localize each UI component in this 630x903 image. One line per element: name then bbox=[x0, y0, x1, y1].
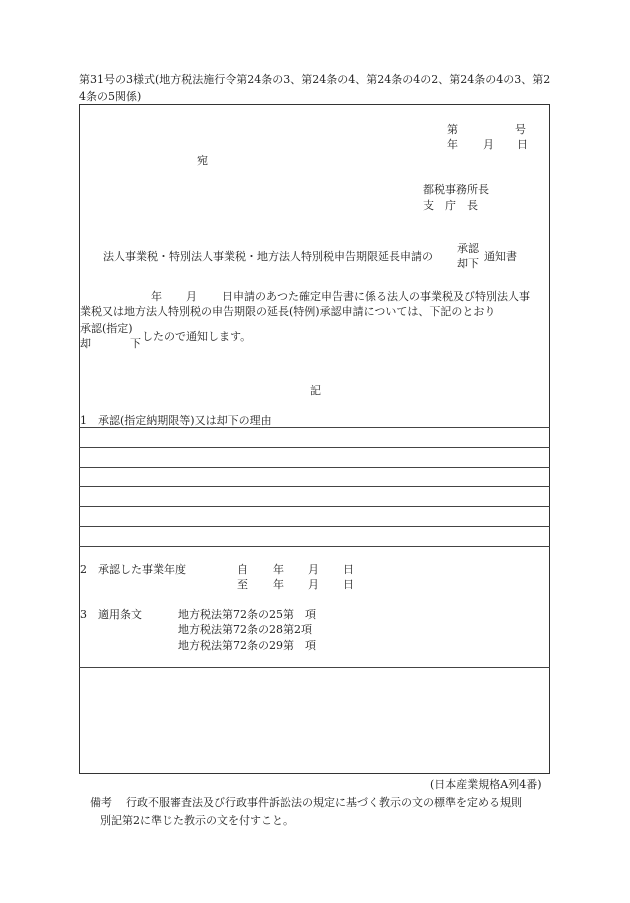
paper-size-note: (日本産業規格A列4番) bbox=[430, 778, 542, 791]
addressee-suffix: 宛 bbox=[197, 154, 208, 167]
reason-line-5 bbox=[79, 506, 550, 507]
period-to-month: 月 bbox=[308, 578, 319, 591]
ki-heading: 記 bbox=[310, 384, 321, 397]
body-choice-bottom-a: 却 bbox=[80, 337, 91, 350]
body-choice-top: 承認(指定) bbox=[80, 322, 133, 335]
issue-no-prefix: 第 bbox=[447, 123, 458, 136]
reason-line-7 bbox=[79, 546, 550, 547]
article-item-2: 地方税法第72条の28第2項 bbox=[178, 623, 312, 636]
reason-line-3 bbox=[79, 467, 550, 468]
issue-year: 年 bbox=[447, 138, 458, 151]
period-to-year: 年 bbox=[273, 578, 284, 591]
section2-label: 2 承認した事業年度 bbox=[80, 563, 186, 576]
issue-month: 月 bbox=[483, 138, 494, 151]
sender-line1: 都税事務所長 bbox=[423, 183, 489, 196]
reason-line-6 bbox=[79, 526, 550, 527]
body-line2: 業税又は地方法人特別税の申告期限の延長(特例)承認申請については、下記のとおり bbox=[80, 305, 496, 318]
notice-title-suffix: 通知書 bbox=[484, 250, 517, 263]
reason-line-2 bbox=[79, 447, 550, 448]
form-title-line1: 第31号の3様式(地方税法施行令第24条の3、第24条の4、第24条の4の2、第24条の4の3、第2 bbox=[79, 73, 551, 86]
note-line2: 別記第2に準じた教示の文を付すこと。 bbox=[100, 814, 294, 827]
notice-title-choice bbox=[457, 243, 479, 269]
form-title-line2: 4条の5関係) bbox=[79, 90, 142, 103]
note-line1: 行政不服審査法及び行政事件訴訟法の規定に基づく教示の文の標準を定める規則 bbox=[126, 796, 522, 809]
choice-approve: 承認 bbox=[457, 242, 479, 255]
section1-label: 1 承認(指定納期限等)又は却下の理由 bbox=[80, 414, 272, 427]
body-line3: したので通知します。 bbox=[142, 330, 252, 343]
period-from: 自 bbox=[237, 563, 248, 576]
body-year: 年 bbox=[151, 290, 162, 303]
note-label: 備考 bbox=[90, 796, 112, 809]
article-item-3: 地方税法第72条の29第 項 bbox=[178, 639, 316, 652]
period-from-month: 月 bbox=[308, 563, 319, 576]
issue-day: 日 bbox=[517, 138, 528, 151]
body-line1: 日申請のあつた確定申告書に係る法人の事業税及び特別法人事 bbox=[222, 290, 530, 303]
issue-no-suffix: 号 bbox=[515, 123, 526, 136]
sender-line2: 支 庁 長 bbox=[423, 199, 478, 212]
choice-reject: 却下 bbox=[457, 257, 479, 270]
section-divider bbox=[79, 667, 550, 668]
form-frame bbox=[79, 104, 550, 774]
reason-line-4 bbox=[79, 486, 550, 487]
section3-label: 3 適用条文 bbox=[80, 608, 142, 621]
period-to: 至 bbox=[237, 578, 248, 591]
period-from-year: 年 bbox=[273, 563, 284, 576]
article-item-1: 地方税法第72条の25第 項 bbox=[178, 608, 316, 621]
period-from-day: 日 bbox=[343, 563, 354, 576]
period-to-day: 日 bbox=[343, 578, 354, 591]
reason-line-1 bbox=[79, 427, 550, 428]
body-choice-bottom-b: 下 bbox=[130, 337, 141, 350]
body-month: 月 bbox=[186, 290, 197, 303]
notice-title-main: 法人事業税・特別法人事業税・地方法人特別税申告期限延長申請の bbox=[103, 250, 433, 263]
